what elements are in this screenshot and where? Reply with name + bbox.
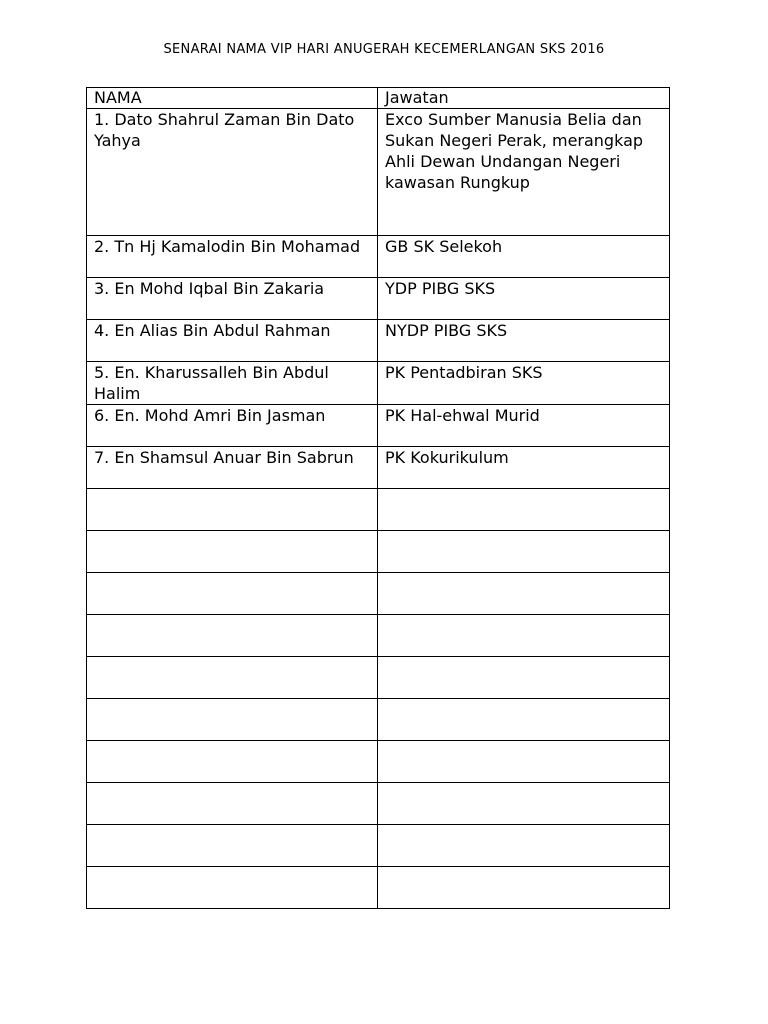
table-row: [87, 531, 670, 573]
cell-jawatan: [378, 657, 670, 699]
table-row: [87, 362, 670, 405]
table-row: [87, 699, 670, 741]
cell-nama: 3. En Mohd Iqbal Bin Zakaria: [87, 278, 378, 320]
cell-nama: 7. En Shamsul Anuar Bin Sabrun: [87, 447, 378, 489]
cell-nama: [87, 825, 378, 867]
cell-nama: [87, 741, 378, 783]
table-row: [87, 109, 670, 236]
cell-jawatan: [378, 573, 670, 615]
cell-nama: [87, 867, 378, 909]
table-row: [87, 236, 670, 278]
cell-jawatan: [378, 783, 670, 825]
cell-nama: [87, 573, 378, 615]
table-row: [87, 320, 670, 362]
cell-nama: 6. En. Mohd Amri Bin Jasman: [87, 405, 378, 447]
cell-nama: [87, 531, 378, 573]
table-row: [87, 657, 670, 699]
cell-nama: 1. Dato Shahrul Zaman Bin Dato Yahya: [87, 109, 378, 236]
table-row: [87, 615, 670, 657]
table-row: [87, 783, 670, 825]
table-row: [87, 278, 670, 320]
table-row: [87, 405, 670, 447]
cell-jawatan: [378, 531, 670, 573]
cell-nama: 4. En Alias Bin Abdul Rahman: [87, 320, 378, 362]
cell-nama: [87, 615, 378, 657]
cell-jawatan: GB SK Selekoh: [378, 236, 670, 278]
cell-nama: [87, 489, 378, 531]
table-row: [87, 825, 670, 867]
cell-nama: [87, 657, 378, 699]
cell-nama: 5. En. Kharussalleh Bin Abdul Halim: [87, 362, 378, 405]
header-nama: NAMA: [87, 88, 378, 109]
header-jawatan: Jawatan: [378, 88, 670, 109]
cell-jawatan: PK Hal-ehwal Murid: [378, 405, 670, 447]
cell-jawatan: [378, 867, 670, 909]
document-title: SENARAI NAMA VIP HARI ANUGERAH KECEMERLANGAN SKS 2016: [163, 42, 605, 57]
vip-table: [86, 87, 670, 909]
cell-jawatan: [378, 699, 670, 741]
table-header-row: [87, 88, 670, 109]
cell-jawatan: [378, 741, 670, 783]
table-row: [87, 447, 670, 489]
cell-nama: [87, 699, 378, 741]
cell-jawatan: PK Pentadbiran SKS: [378, 362, 670, 405]
cell-jawatan: [378, 825, 670, 867]
cell-nama: [87, 783, 378, 825]
table-row: [87, 489, 670, 531]
cell-jawatan: NYDP PIBG SKS: [378, 320, 670, 362]
table-row: [87, 741, 670, 783]
cell-jawatan: [378, 489, 670, 531]
cell-jawatan: YDP PIBG SKS: [378, 278, 670, 320]
cell-jawatan: [378, 615, 670, 657]
cell-jawatan: Exco Sumber Manusia Belia dan Sukan Negeri Perak, merangkap Ahli Dewan Undangan Negeri kawasan Rungkup: [378, 109, 670, 236]
table-row: [87, 867, 670, 909]
cell-nama: 2. Tn Hj Kamalodin Bin Mohamad: [87, 236, 378, 278]
table-row: [87, 573, 670, 615]
cell-jawatan: PK Kokurikulum: [378, 447, 670, 489]
